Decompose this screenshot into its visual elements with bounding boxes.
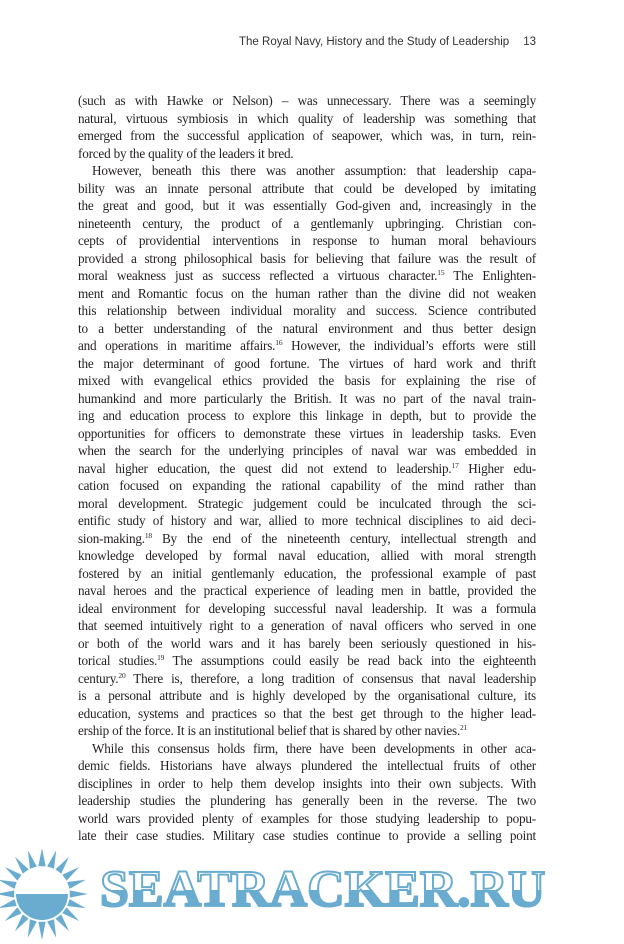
text-line [78,232,536,250]
text-line [78,425,536,443]
text-segment: By the end of the nineteenth century, intellectual strength and [151,530,536,546]
text-segment: natural, virtuous symbiosis in which quality of leadership was something that [78,110,536,126]
text-line [78,582,536,600]
text-line [78,215,536,233]
text-segment: century. [78,670,119,686]
body-text [78,92,536,845]
text-line [78,285,536,303]
footnote-ref: 16 [275,338,283,347]
watermark-text: SEATRACKER.RU [100,861,546,918]
text-segment: when the search for the underlying principles of naval war was embedded in [78,443,536,458]
text-segment: naval higher education, the quest did not extend to leadership. [78,460,452,476]
text-segment: However, the individual’s efforts were still [282,338,537,353]
footnote-ref: 20 [118,670,126,680]
text-segment: or both of the world wars and it has barely been seriously questioned in his- [78,635,536,651]
text-segment: moral weakness just as success reflected a virtuous character. [78,268,438,283]
text-segment: However, beneath this there was another assumption: that leadership capa- [92,163,536,178]
text-segment: the great and good, but it was essentially God-given and, increasingly in the [78,198,536,213]
text-segment: to a better understanding of the natural environment and thus better design [78,320,536,336]
text-segment: is a personal attribute and is highly developed by the organisational culture, its [78,688,536,703]
text-line [78,722,536,740]
text-line [78,757,536,775]
text-line [78,197,536,215]
sun-ray [67,899,85,908]
text-segment: entific study of history and war, allied to more technical disciplines to aid deci- [78,513,536,528]
text-line [78,442,536,460]
sun-ray [38,922,45,940]
text-segment: cation focused on expanding the rational capability of the mind rather than [78,478,536,493]
text-segment: leadership studies the plundering has generally been in the reverse. The two [78,793,536,808]
text-line [78,827,536,845]
sun-ray [70,890,88,897]
text-line [78,530,536,548]
sun-ray [0,899,17,908]
text-segment: (such as with Hawke or Nelson) – was unnecessary. There was a seemingly [78,93,536,108]
sun-ray [28,850,37,868]
text-segment: late their case studies. Military case studies continue to provide a selling point [78,828,536,843]
sun-icon [0,848,100,944]
text-segment: ideal environment for developing successful naval leadership. It was a formula [78,600,536,616]
text-line [78,180,536,198]
page-number: 13 [523,36,536,48]
sun-ray [55,914,69,931]
text-line [78,92,536,110]
text-line [78,127,536,145]
text-segment: and operations in maritime affairs. [78,338,276,353]
text-segment: ership of the force. It is an institutional belief that is shared by other navies. [78,723,461,738]
text-line [78,372,536,390]
text-line [78,617,536,635]
text-segment: fostered by an initial gentlemanly education, the professional example of past [78,565,536,581]
text-line [78,652,536,670]
text-line [78,775,536,793]
sun-ray [38,848,45,866]
text-line [78,267,536,285]
text-line [78,320,536,338]
text-line [78,355,536,373]
sun-ray [0,880,17,889]
sun-ray [47,919,56,937]
footnote-ref: 17 [451,460,459,470]
text-line [78,635,536,653]
text-segment: cepts of providential interventions in response to human moral behaviours [78,233,536,248]
text-segment: education, systems and practices so that the best get through to the higher lead- [78,705,536,721]
text-segment: torical studies. [78,653,158,668]
text-segment: The Enlighten- [444,268,536,283]
text-line [78,740,536,758]
sun-ray [15,857,29,874]
text-segment: knowledge developed by formal naval education, allied with moral strength [78,548,536,563]
text-line [78,810,536,828]
text-segment: ing and education process to explore this linkage in depth, but to provide the [78,408,536,423]
text-segment: disciplines in order to help them develop insights into their own subjects. With [78,775,536,791]
text-segment: mixed with evangelical ethics provided the basis for explaining the rise of [78,373,536,388]
text-segment: world wars provided plenty of examples for those studying leadership to popu- [78,810,536,826]
text-segment: bility was an innate personal attribute that could be developed by imitating [78,180,536,196]
text-segment: Higher edu- [458,460,536,476]
text-segment: The assumptions could easily be read back into the eighteenth [164,653,536,668]
watermark [0,848,624,944]
footnote-ref: 18 [144,530,152,540]
sun-ray [62,867,79,881]
text-line [78,512,536,530]
text-segment: the major determinant of good fortune. The virtues of hard work and thrift [78,355,536,371]
sun-ray [15,914,29,931]
text-segment: moral development. Strategic judgement could be inculcated through the sci- [78,495,536,511]
text-segment: this relationship between individual morality and success. Science contributed [78,303,536,318]
text-segment: that seemed intuitively right to a generation of naval officers who served in one [78,618,536,633]
text-line [78,705,536,723]
sun-ray [5,867,22,881]
text-segment: There is, therefore, a long tradition of consensus that naval leadership [125,670,536,686]
text-line [78,565,536,583]
text-line [78,250,536,268]
text-segment: sion-making. [78,530,145,546]
text-line [78,460,536,478]
sun-ray [5,907,22,921]
running-title: The Royal Navy, History and the Study of Leadership [239,36,510,48]
running-header [78,36,536,48]
text-line [78,337,536,355]
text-line [78,390,536,408]
sun-ray [67,880,85,889]
text-line [78,477,536,495]
sun-ray [47,850,56,868]
text-line [78,670,536,688]
footnote-ref: 19 [157,653,165,662]
text-segment: nineteenth century, the product of a gentlemanly upbringing. Christian con- [78,215,536,231]
text-segment: While this consensus holds firm, there have been developments in other aca- [92,740,536,756]
text-segment: demic fields. Historians have always plundered the intellectual fruits of other [78,758,536,773]
sun-ray [28,919,37,937]
text-line [78,792,536,810]
sun-ray [62,907,79,921]
text-line [78,687,536,705]
text-segment: naval heroes and the practical experience of leading men in battle, provided the [78,583,536,598]
text-line [78,302,536,320]
text-line [78,162,536,180]
text-segment: provided a strong philosophical basis for believing that failure was the result of [78,250,536,266]
text-segment: humankind and more particularly the British. It was no part of the naval train- [78,390,536,406]
text-line [78,495,536,513]
sun-ray [0,890,14,897]
text-segment: opportunities for officers to demonstrate these virtues in leadership tasks. Even [78,425,536,441]
text-line [78,110,536,128]
text-line [78,547,536,565]
text-line [78,600,536,618]
sun-ray [55,857,69,874]
text-segment: forced by the quality of the leaders it bred. [78,145,294,161]
text-line [78,407,536,425]
footnote-ref: 15 [437,268,445,277]
text-segment: ment and Romantic focus on the human rather than the divine did not weaken [78,285,536,301]
text-segment: emerged from the successful application of seapower, which was, in turn, rein- [78,128,536,143]
text-line [78,145,536,163]
footnote-ref: 21 [460,723,468,732]
